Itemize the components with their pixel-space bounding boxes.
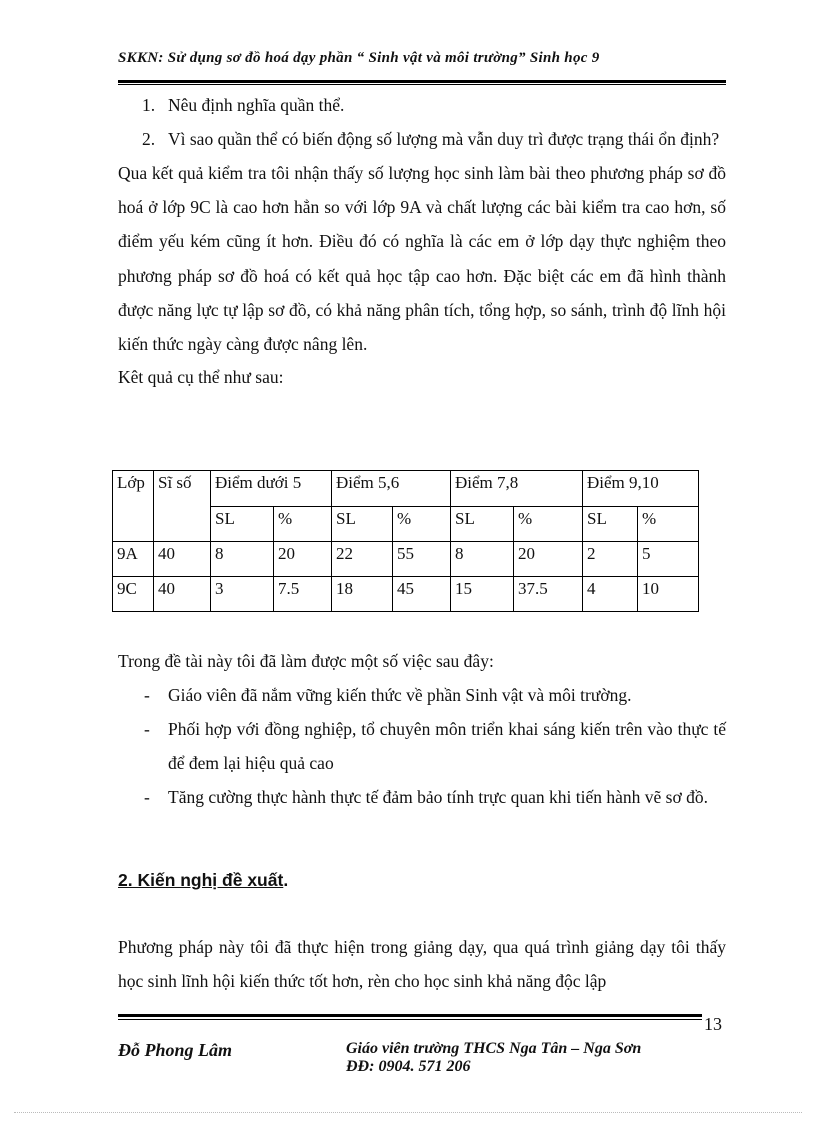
table-header-cell: Điểm 9,10: [583, 471, 699, 507]
table-cell: 8: [211, 542, 274, 577]
question-item: [118, 88, 726, 122]
bullet-text: Giáo viên đã nắm vững kiến thức về phần Sinh vật và môi trường.: [168, 685, 632, 705]
footer-phone: ĐĐ: 0904. 571 206: [346, 1058, 471, 1075]
list-item: [118, 780, 726, 814]
table-cell: 2: [583, 542, 638, 577]
table-cell: 8: [451, 542, 514, 577]
bullet-dash: -: [144, 685, 150, 705]
page-edge-dotted-line: [14, 1112, 802, 1113]
results-caption: Kêt quả cụ thể như sau:: [118, 367, 284, 388]
table-subheader-cell: SL: [583, 506, 638, 542]
table-header-cell: Sĩ số: [154, 471, 211, 542]
table-cell: 22: [332, 542, 393, 577]
question-text: Nêu định nghĩa quần thể.: [168, 95, 345, 115]
header-rule: [118, 80, 726, 83]
table-header-row: [113, 471, 699, 507]
table-cell-size: 40: [154, 577, 211, 612]
list-item: [118, 712, 726, 780]
question-number: 2.: [142, 129, 156, 149]
question-number: 1.: [142, 95, 156, 115]
table-row: [113, 577, 699, 612]
header-rule-thin: [118, 84, 726, 85]
footer-school: Giáo viên trường THCS Nga Tân – Nga Sơn: [346, 1040, 642, 1057]
table-header-cell: Điểm dưới 5: [211, 471, 332, 507]
table-cell: 20: [274, 542, 332, 577]
table-subheader-cell: SL: [451, 506, 514, 542]
results-paragraph: Qua kết quả kiểm tra tôi nhận thấy số lượng học sinh làm bài theo phương pháp sơ đồ hoá ở lớp 9C là cao hơn hẳn so với lớp 9A và chất lượng các bài kiểm tra cao hơn, số điểm yếu kém cũng ít hơn. Điều đó có nghĩa là các em ở lớp dạy thực nghiệm theo phương pháp sơ đồ hoá có kết quả học tập cao hơn. Đặc biệt các em đã hình thành được năng lực tự lập sơ đồ, có khả năng phân tích, tổng hợp, so sánh, trình độ lĩnh hội kiến thức ngày càng được nâng lên.: [118, 163, 726, 355]
results-table: [112, 470, 699, 612]
table-cell: 15: [451, 577, 514, 612]
table-cell: 55: [393, 542, 451, 577]
table-header-cell: Điểm 7,8: [451, 471, 583, 507]
question-item: [118, 122, 726, 156]
table-cell: 5: [638, 542, 699, 577]
table-subheader-cell: SL: [211, 506, 274, 542]
table-cell: 18: [332, 577, 393, 612]
page-header: SKKN: Sử dụng sơ đồ hoá dạy phần “ Sinh vật và môi trường” Sinh học 9: [118, 50, 600, 66]
work-intro: Trong đề tài này tôi đã làm được một số việc sau đây:: [118, 651, 494, 671]
table-cell-class: 9C: [113, 577, 154, 612]
table-cell: 7.5: [274, 577, 332, 612]
table-subheader-cell: %: [514, 506, 583, 542]
table-cell: 37.5: [514, 577, 583, 612]
table-subheader-cell: %: [274, 506, 332, 542]
table-subheader-cell: %: [638, 506, 699, 542]
table-cell: 45: [393, 577, 451, 612]
table-cell-size: 40: [154, 542, 211, 577]
footer-author: Đỗ Phong Lâm: [118, 1040, 233, 1060]
bullet-text: Tăng cường thực hành thực tế đảm bảo tính trực quan khi tiến hành vẽ sơ đồ.: [168, 787, 708, 807]
document-body: [118, 88, 726, 393]
question-text: Vì sao quần thể có biến động số lượng mà vẫn duy trì được trạng thái ổn định?: [168, 129, 720, 149]
work-section: [118, 644, 726, 814]
section-title-dot: .: [283, 870, 289, 890]
table-subheader-cell: %: [393, 506, 451, 542]
table-cell: 3: [211, 577, 274, 612]
table-cell: 10: [638, 577, 699, 612]
table-cell: 4: [583, 577, 638, 612]
recommendation-paragraph: Phương pháp này tôi đã thực hiện trong giảng dạy, qua quá trình giảng dạy tôi thấy học sinh lĩnh hội kiến thức tốt hơn, rèn cho học sinh khả năng độc lập: [118, 937, 726, 992]
table-subheader-cell: SL: [332, 506, 393, 542]
section-heading: [118, 870, 288, 891]
section-title: 2. Kiến nghị đề xuất: [118, 870, 284, 890]
page-number: 13: [704, 1014, 722, 1034]
table-header-cell: Điểm 5,6: [332, 471, 451, 507]
table-row: [113, 542, 699, 577]
bullet-dash: -: [144, 787, 150, 807]
footer-rule-thin: [118, 1019, 702, 1020]
table-header-cell: Lớp: [113, 471, 154, 542]
bullet-dash: -: [144, 719, 150, 739]
bullet-text: Phối hợp với đồng nghiệp, tổ chuyên môn triển khai sáng kiến trên vào thực tế để đem lại hiệu quả cao: [168, 719, 726, 773]
footer-rule: [118, 1014, 702, 1017]
list-item: [118, 678, 726, 712]
table-cell: 20: [514, 542, 583, 577]
table-cell-class: 9A: [113, 542, 154, 577]
